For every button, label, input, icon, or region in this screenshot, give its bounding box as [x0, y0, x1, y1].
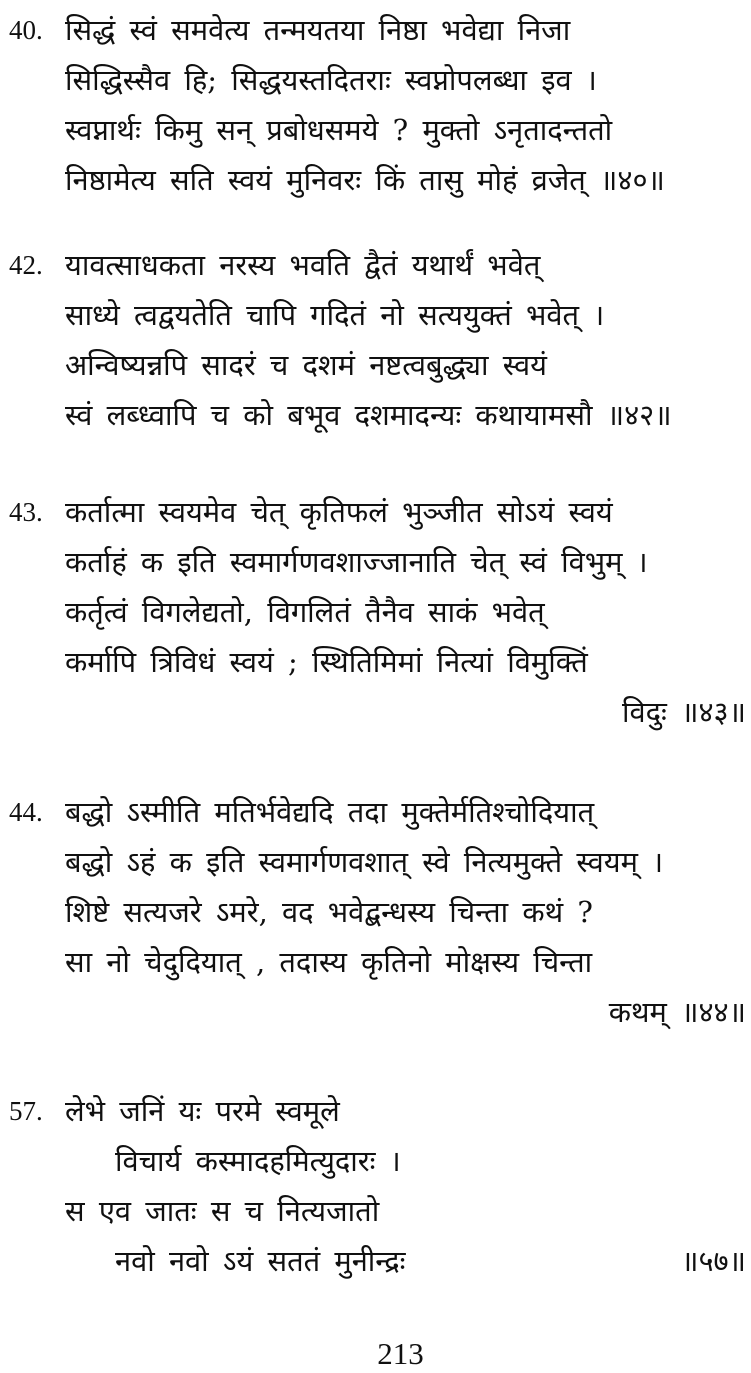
verse-line: स्वं लब्ध्वापि च को बभूव दशमादन्यः कथायामसौ ॥४२॥ — [65, 398, 672, 432]
verse-line: कर्तृत्वं विगलेद्यतो, विगलितं तैनैव साकं भवेत् — [65, 595, 545, 629]
verse-line: कर्तात्मा स्वयमेव चेत् कृतिफलं भुञ्जीत सोऽयं स्वयं — [65, 495, 613, 529]
verse-line: स एव जातः स च नित्यजातो — [65, 1194, 380, 1228]
verse-text — [65, 240, 746, 440]
verse-line: निष्ठामेत्य सति स्वयं मुनिवरः किं तासु मोहं व्रजेत् ॥४०॥ — [65, 163, 665, 197]
verse-line: सिद्धं स्वं समवेत्य तन्मयतया निष्ठा भवेद्या निजा — [65, 13, 571, 47]
verse-text — [65, 487, 746, 737]
verse-42-block — [0, 240, 751, 440]
verse-text — [65, 787, 746, 1037]
verse-line: शिष्टे सत्यजरे ऽमरे, वद भवेद्बन्धस्य चिन्ता कथं ? — [65, 895, 593, 929]
page-number: 213 — [377, 1336, 424, 1371]
verse-line: लेभे जनिं यः परमे स्वमूले — [65, 1094, 340, 1128]
verse-line: विचार्य कस्मादहमित्युदारः । — [115, 1144, 401, 1178]
verse-44-block — [0, 787, 751, 1037]
verse-line: कर्ताहं क इति स्वमार्गणवशाज्जानाति चेत् स्वं विभुम् । — [65, 545, 648, 579]
verse-line: यावत्साधकता नरस्य भवति द्वैतं यथार्थं भवेत् — [65, 248, 541, 282]
verse-line: सिद्धिस्सैव हि; सिद्धयस्तदितराः स्वप्नोपलब्धा इव । — [65, 63, 597, 97]
verse-line: सा नो चेदुदियात् , तदास्य कृतिनो मोक्षस्य चिन्ता — [65, 945, 593, 979]
verse-line: अन्विष्यन्नपि सादरं च दशमं नष्टत्वबुद्ध्या स्वयं — [65, 348, 547, 382]
verse-number: 57. — [9, 1096, 43, 1126]
verse-number: 44. — [9, 797, 43, 827]
verse-57-block — [0, 1086, 751, 1286]
verse-trailing-line: विदुः ॥४३॥ — [621, 695, 746, 729]
verse-line-text: नवो नवो ऽयं सततं मुनीन्द्रः — [115, 1244, 406, 1278]
verse-line: कर्मापि त्रिविधं स्वयं ; स्थितिमिमां नित्यां विमुक्तिं — [65, 645, 588, 679]
verse-text — [65, 5, 746, 205]
verse-line: स्वप्नार्थः किमु सन् प्रबोधसमये ? मुक्तो ऽनृतादन्ततो — [65, 113, 613, 147]
verse-40-block — [0, 5, 751, 205]
verse-text — [65, 1086, 746, 1286]
verse-number: 40. — [9, 15, 43, 45]
verse-line: साध्ये त्वद्वयतेति चापि गदितं नो सत्ययुक्तं भवेत् । — [65, 298, 605, 332]
verse-line: बद्धो ऽस्मीति मतिर्भवेद्यदि तदा मुक्तेर्मतिश्चोदियात् — [65, 795, 595, 829]
verse-number: 43. — [9, 497, 43, 527]
verse-trailing-line: कथम् ॥४४॥ — [608, 995, 746, 1029]
verse-43-block — [0, 487, 751, 737]
verse-end-marker: ॥५७॥ — [681, 1244, 746, 1278]
verse-number: 42. — [9, 250, 43, 280]
verse-line — [65, 1236, 746, 1286]
verse-line: बद्धो ऽहं क इति स्वमार्गणवशात् स्वे नित्यमुक्ते स्वयम् । — [65, 845, 664, 879]
